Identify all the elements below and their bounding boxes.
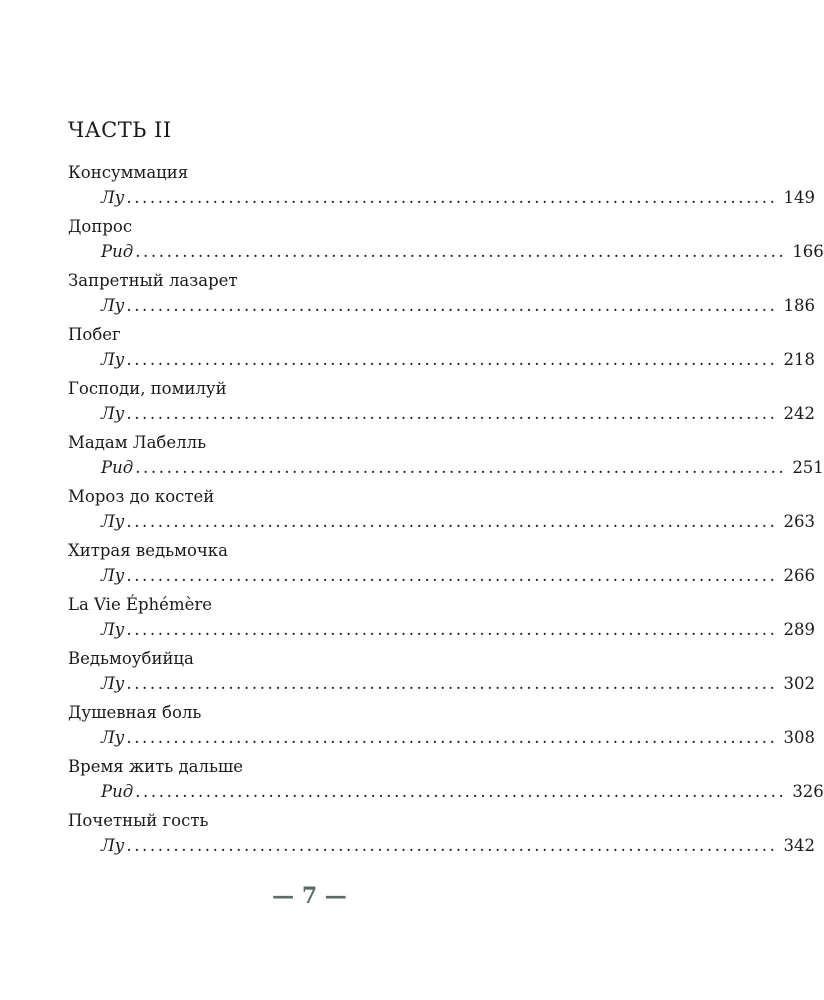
toc-entry [68, 485, 815, 539]
dot-leader: ................................................................................... [135, 782, 787, 801]
narrator-name: Лу [101, 296, 125, 315]
chapter-title: Мороз до костей [68, 487, 215, 506]
toc-entry [68, 539, 815, 593]
toc-subline [101, 186, 815, 210]
page-number: 251 [792, 458, 824, 477]
toc-subline [101, 780, 824, 804]
toc-entry [68, 701, 815, 755]
chapter-title: Запретный лазарет [68, 271, 238, 290]
chapter-title: Консуммация [68, 163, 189, 182]
chapter-title: Душевная боль [68, 703, 202, 722]
toc-subline [101, 402, 815, 426]
toc-subline [101, 564, 815, 588]
toc-entry [68, 377, 815, 431]
dot-leader: ................................................................................... [126, 296, 778, 315]
toc-entry [68, 269, 815, 323]
chapter-title: Хитрая ведьмочка [68, 541, 228, 560]
narrator-name: Рид [101, 782, 134, 801]
chapter-title: Господи, помилуй [68, 379, 227, 398]
page-number: 289 [783, 620, 815, 639]
dot-leader: ................................................................................... [126, 566, 778, 585]
dot-leader: ................................................................................... [126, 512, 778, 531]
page-number: 242 [783, 404, 815, 423]
narrator-name: Лу [101, 836, 125, 855]
toc-entry [68, 593, 815, 647]
toc-subline [101, 240, 824, 264]
narrator-name: Лу [101, 188, 125, 207]
chapter-title: La Vie Éphémère [68, 595, 213, 614]
toc-subline [101, 618, 815, 642]
toc-subline [101, 348, 815, 372]
chapter-title: Побег [68, 325, 121, 344]
toc-entry [68, 215, 824, 269]
dot-leader: ................................................................................... [126, 404, 778, 423]
table-of-contents [68, 161, 824, 863]
page-number: 302 [783, 674, 815, 693]
toc-subline [101, 294, 815, 318]
page-number: 166 [792, 242, 824, 261]
narrator-name: Лу [101, 566, 125, 585]
dot-leader: ................................................................................... [126, 620, 778, 639]
dot-leader: ................................................................................... [135, 242, 787, 261]
narrator-name: Лу [101, 674, 125, 693]
dot-leader: ................................................................................... [126, 836, 778, 855]
narrator-name: Лу [101, 404, 125, 423]
toc-subline [101, 456, 824, 480]
toc-entry [68, 809, 815, 863]
dot-leader: ................................................................................... [126, 350, 778, 369]
page-folio: — 7 — [272, 883, 347, 909]
narrator-name: Лу [101, 620, 125, 639]
toc-subline [101, 672, 815, 696]
toc-entry [68, 647, 815, 701]
page-number: 308 [783, 728, 815, 747]
narrator-name: Рид [101, 458, 134, 477]
toc-subline [101, 726, 815, 750]
toc-entry [68, 431, 824, 485]
dot-leader: ................................................................................... [126, 674, 778, 693]
chapter-title: Время жить дальше [68, 757, 244, 776]
dot-leader: ................................................................................... [135, 458, 787, 477]
narrator-name: Лу [101, 350, 125, 369]
page-number: 326 [792, 782, 824, 801]
narrator-name: Лу [101, 512, 125, 531]
chapter-title: Почетный гость [68, 811, 209, 830]
page-number: 342 [783, 836, 815, 855]
chapter-title: Допрос [68, 217, 133, 236]
toc-entry [68, 755, 824, 809]
narrator-name: Рид [101, 242, 134, 261]
page-number: 149 [783, 188, 815, 207]
chapter-title: Ведьмоубийца [68, 649, 194, 668]
page-number: 263 [783, 512, 815, 531]
dot-leader: ................................................................................... [126, 188, 778, 207]
toc-subline [101, 510, 815, 534]
toc-entry [68, 161, 815, 215]
page-number: 266 [783, 566, 815, 585]
toc-subline [101, 834, 815, 858]
dot-leader: ................................................................................... [126, 728, 778, 747]
narrator-name: Лу [101, 728, 125, 747]
part-title: ЧАСТЬ II [68, 118, 172, 142]
toc-entry [68, 323, 815, 377]
page-number: 186 [783, 296, 815, 315]
chapter-title: Мадам Лабелль [68, 433, 207, 452]
page-number: 218 [783, 350, 815, 369]
